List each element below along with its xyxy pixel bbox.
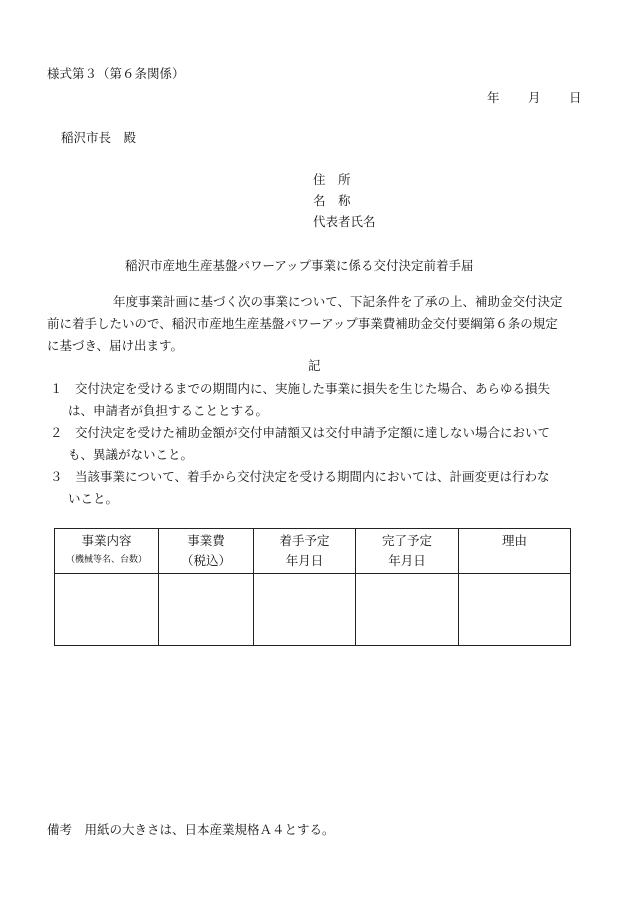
remarks-note: 備考 用紙の大きさは、日本産業規格Ａ４とする。	[47, 822, 335, 837]
condition-text: 交付決定を受けた補助金額が交付申請額又は交付申請予定額に達しない場合において	[75, 425, 551, 440]
condition-item	[47, 466, 587, 510]
header-label: 事業内容	[81, 533, 132, 548]
table-header-row	[55, 529, 571, 574]
header-label: 着手予定	[279, 533, 330, 548]
addressee: 稲沢市長 殿	[61, 130, 137, 145]
condition-number: ３	[50, 469, 63, 484]
condition-text: は、申請者が負担することとする。	[68, 403, 269, 418]
cell-project-cost[interactable]	[159, 574, 254, 646]
header-label: 完了予定	[381, 533, 432, 548]
header-label: 事業費	[187, 533, 225, 548]
form-number: 様式第３（第６条関係）	[47, 66, 185, 81]
condition-text: 当該事業について、着手から交付決定を受ける期間内においては、計画変更は行わな	[75, 469, 550, 484]
header-sublabel: （機械等名、台数）	[65, 555, 147, 565]
condition-number: １	[50, 381, 63, 396]
cell-start-date[interactable]	[254, 574, 356, 646]
date-line	[0, 88, 630, 104]
date-month-label: 月	[528, 90, 541, 105]
condition-number: ２	[50, 425, 63, 440]
applicant-name-label: 名 称	[313, 193, 351, 208]
header-label: 理由	[501, 533, 527, 548]
condition-item	[47, 378, 587, 422]
body-line: に基づき、届け出ます。	[47, 338, 184, 353]
condition-text: 交付決定を受けるまでの期間内に、実施した事業に損失を生じた場合、あらゆる損失	[75, 381, 551, 396]
date-year-label: 年	[487, 90, 500, 105]
applicant-address-label: 住 所	[313, 172, 351, 187]
header-start-date	[254, 529, 356, 574]
header-sublabel: 年月日	[388, 553, 426, 568]
document-title: 稲沢市産地生産基盤パワーアップ事業に係る交付決定前着手届	[125, 258, 474, 273]
header-project-cost	[159, 529, 254, 574]
cell-completion-date[interactable]	[356, 574, 459, 646]
date-day-label: 日	[569, 90, 582, 105]
ki-heading: 記	[308, 358, 321, 373]
project-table	[54, 528, 571, 646]
header-completion-date	[356, 529, 459, 574]
cell-reason[interactable]	[459, 574, 571, 646]
condition-text: いこと。	[68, 491, 119, 506]
condition-item	[47, 422, 587, 466]
body-paragraph	[47, 291, 587, 357]
cell-project-content[interactable]	[55, 574, 159, 646]
applicant-representative-label: 代表者氏名	[313, 214, 376, 229]
table-row	[55, 574, 571, 646]
header-reason	[459, 529, 571, 574]
body-line: 年度事業計画に基づく次の事業について、下記条件を了承の上、補助金交付決定	[113, 294, 563, 309]
condition-text: も、異議がないこと。	[68, 447, 194, 462]
body-line: 前に着手したいので、稲沢市産地生産基盤パワーアップ事業費補助金交付要綱第６条の規定	[47, 316, 558, 331]
header-sublabel: 年月日	[285, 553, 324, 568]
header-project-content	[55, 529, 159, 574]
header-sublabel: （税込）	[180, 553, 231, 568]
